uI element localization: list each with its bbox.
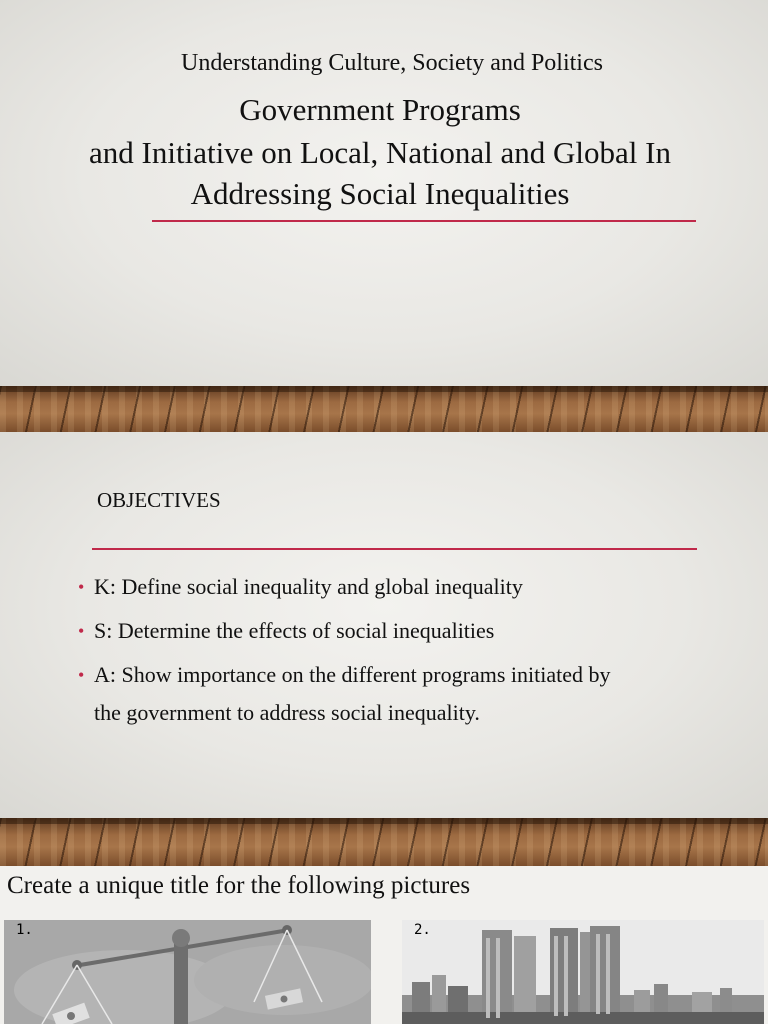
picture-1-label: 1.	[16, 922, 33, 938]
objective-attitude-line-1: A: Show importance on the different programs initiated by	[94, 662, 611, 687]
objective-attitude-line-2: the government to address social inequality.	[94, 700, 480, 725]
objective-skill: S: Determine the effects of social inequalities	[94, 618, 495, 643]
scales-icon	[4, 920, 371, 1024]
picture-1-scales	[4, 920, 371, 1024]
picture-2-label: 2.	[414, 922, 431, 938]
wood-floor-2	[0, 818, 768, 866]
objectives-list	[78, 568, 718, 738]
slide-1	[0, 0, 768, 386]
objective-knowledge: K: Define social inequality and global inequality	[94, 574, 523, 599]
slide-title-line-2: and Initiative on Local, National and Global In	[89, 135, 671, 170]
slide-title-line-3: Addressing Social Inequalities	[190, 176, 570, 211]
list-item	[78, 568, 718, 606]
slide-3-prompt: Create a unique title for the following pictures	[7, 872, 471, 899]
bullet-icon: •	[78, 577, 85, 597]
objectives-underline	[92, 548, 697, 550]
picture-2-city	[402, 920, 764, 1024]
slide-title-line-1: Government Programs	[239, 92, 521, 127]
slide-subtitle: Understanding Culture, Society and Politics	[181, 50, 603, 76]
slide-3	[0, 866, 768, 1024]
objectives-heading: OBJECTIVES	[97, 488, 221, 512]
list-item	[78, 656, 718, 732]
city-skyline-icon	[402, 920, 764, 1024]
bullet-icon: •	[78, 621, 85, 641]
bullet-icon: •	[78, 665, 85, 685]
title-underline	[152, 220, 696, 222]
wood-floor-1	[0, 386, 768, 432]
list-item	[78, 612, 718, 650]
